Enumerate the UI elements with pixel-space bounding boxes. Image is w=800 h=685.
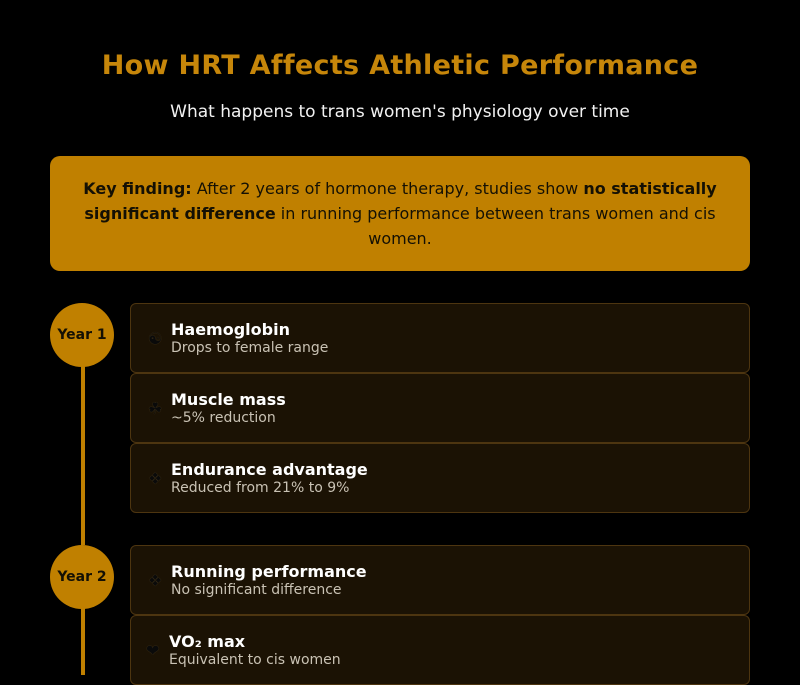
card-desc: No significant difference (171, 582, 342, 598)
flexed-bicep-icon: ☘ (148, 399, 163, 418)
card-endurance-advantage (130, 443, 750, 513)
card-desc: Reduced from 21% to 9% (171, 480, 350, 496)
running-icon: ❖ (148, 571, 163, 590)
key-finding-emphasis: no statistically significant difference (84, 179, 717, 223)
year-badge-2: Year 2 (50, 545, 114, 609)
page-title: How HRT Affects Athletic Performance (101, 50, 699, 81)
year-badge-1: Year 1 (50, 303, 114, 367)
card-label: Running performance (171, 562, 367, 581)
key-finding-lead: Key finding: (83, 179, 192, 198)
card-label: Endurance advantage (171, 460, 368, 479)
card-desc: ~5% reduction (171, 410, 276, 426)
card-haemoglobin (130, 303, 750, 373)
page-subtitle: What happens to trans women's physiology over time (170, 102, 630, 122)
card-label: Muscle mass (171, 390, 286, 409)
key-finding-box (50, 156, 750, 271)
card-label: Haemoglobin (171, 320, 290, 339)
blood-drop-icon: ☯ (148, 329, 163, 348)
heart-icon: ❤ (146, 641, 160, 660)
running-icon: ❖ (148, 469, 163, 488)
card-muscle-mass (130, 373, 750, 443)
card-label: VO₂ max (169, 632, 246, 651)
card-desc: Drops to female range (171, 340, 329, 356)
key-finding-text-after: in running performance between trans women and cis women. (275, 204, 716, 248)
card-desc: Equivalent to cis women (169, 652, 341, 668)
card-running-performance (130, 545, 750, 615)
key-finding-text-before: After 2 years of hormone therapy, studies show (191, 179, 584, 198)
